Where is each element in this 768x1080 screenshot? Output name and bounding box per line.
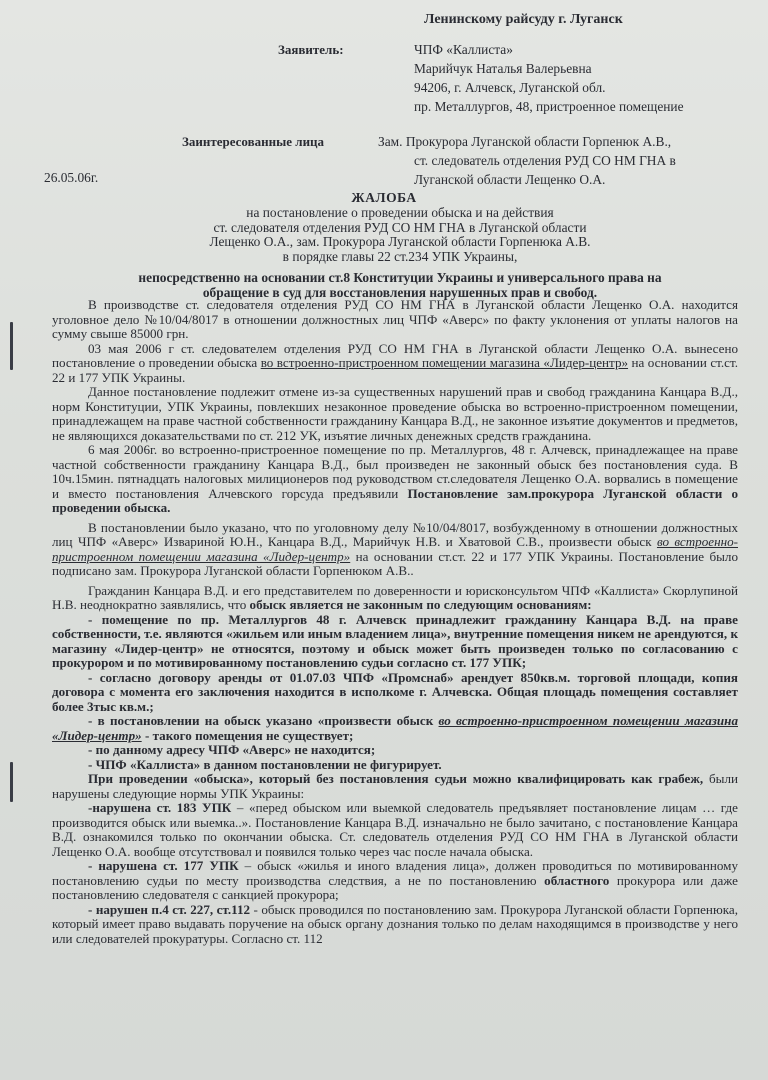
document-subtitle <box>130 206 670 264</box>
applicant-line: пр. Металлургов, 48, пристроенное помещение <box>414 99 684 114</box>
paragraph: - нарушен п.4 ст. 227, ст.112 - обыск проводился по постановлению зам. Прокурора Луганской области Горпенюка, который имеет право выдавать поручение на обыск органу дознания только по делам находящимся в производстве у него или следователей прокуратуры. Согласно ст. 112 <box>52 901 738 946</box>
paragraph: - нарушена ст. 177 УПК – обыск «жилья и иного владения лица», должен проводиться по мотивированному постановлению судьи по месту производства следствия, а не по постановлению областного прокурора или даже постановлению следователя с санкцией прокурора; <box>52 858 738 902</box>
paragraph: Данное постановление подлежит отмене из-за существенных нарушений прав и свобод гражданина Канцара В.Д., норм Конституции, УПК Украины, повлекших незаконное проведение обыска во встроенно-пристроенном помещении, принадлежащем на праве частной собственности гражданину Канцара В.Д., не законное изъятие документов и предметов, не являющихся доказательствами по ст. 212 УК, изъятие личных денежных средств гражданина. <box>52 384 738 443</box>
interested-line: Зам. Прокурора Луганской области Горпенюк А.В., <box>378 134 672 149</box>
paragraph: - по данному адресу ЧПФ «Аверс» не находится; <box>88 742 376 757</box>
interested-block <box>378 132 676 189</box>
paragraph: Гражданин Канцара В.Д. и его представителем по доверенности и юрисконсультом ЧПФ «Каллиста» Скорлупиной Н.В. неоднократно заявлялись, что обыск является не законным по следующим основаниям: <box>52 582 738 612</box>
subtitle-line: на постановление о проведении обыска и на действия <box>246 205 554 220</box>
interested-label: Заинтересованные лица <box>182 134 325 149</box>
interested-line: ст. следователь отделения РУД СО НМ ГНА в <box>414 153 676 168</box>
basis-line: обращение в суд для восстановления нарушенных прав и свобод. <box>202 285 598 300</box>
paragraph: - согласно договору аренды от 01.07.03 ЧПФ «Промснаб» арендует 850кв.м. торговой площади, копия договора с момента его заключения находится в исполкоме г. Алчевска. Общая площадь помещения составляет более 3тыс кв.м.; <box>52 669 738 714</box>
paragraph: 6 мая 2006г. во встроенно-пристроенное помещение по пр. Металлургов, 48 г. Алчевск, принадлежащее на праве частной собственности гражданину Канцара В.Д., был произведен не законный обыск без постановления суда. В 10ч.15мин. пятнадцать налоговых милиционеров под руководством ст.следователя Лещенко О.А. ворвались в помещение и вместо постановления Алчевского горсуда предъявили Постановление зам.прокурора Луганской области о проведении обыска. <box>52 442 739 515</box>
paragraph: - помещение по пр. Металлургов 48 г. Алчевск принадлежит гражданину Канцара В.Д. на праве собственности, т.е. являются «жильем или иным владением лица», внутренние помещения никем не арендуются, к магазину «Лидер-центр» не относятся, поэтому и обыск может быть произведен только по согласованию с прокурором и по мотивированному постановлению судьи согласно ст. 177 УПК; <box>52 611 738 670</box>
applicant-line: Марийчук Наталья Валерьевна <box>414 61 592 76</box>
margin-mark <box>10 762 13 802</box>
paragraph: - ЧПФ «Каллиста» в данном постановлении не фигурирует. <box>88 756 442 772</box>
paragraph: В постановлении было указано, что по уголовному делу №10/04/8017, возбужденному в отношении должностных лиц ЧПФ «Аверс» Извариной Ю.Н., Канцара В.Д., Марийчук Н.В. и Хватовой С.В., произвести обыск во встроенно-пристроенном помещении магазина «Лидер-центр» на основании ст.ст. 22 и 177 УПК Украины. Постановление было подписано зам. Прокурора Луганской области Горпенюком А.В.. <box>52 519 738 578</box>
addressee: Ленинскому райсуду г. Луганск <box>424 12 623 27</box>
document-body <box>52 298 738 946</box>
legal-basis <box>70 270 730 300</box>
paragraph: 03 мая 2006 г ст. следователем отделения РУД СО НМ ГНА в Луганской области Лещенко О.А. вынесено постановление о проведении обыска во встроенно-пристроенном помещении магазина «Лидер-центр» на основании ст.ст. 22 и 177 УПК Украины. <box>52 340 739 385</box>
subtitle-line: ст. следователя отделения РУД СО НМ ГНА в Луганской области <box>213 219 587 235</box>
margin-mark <box>10 322 13 370</box>
applicant-block <box>414 40 684 116</box>
document-title: ЖАЛОБА <box>351 190 417 205</box>
applicant-line: ЧПФ «Каллиста» <box>414 42 513 57</box>
document-date: 26.05.06г. <box>44 170 99 185</box>
applicant-line: 94206, г. Алчевск, Луганской обл. <box>414 80 606 95</box>
paragraph: В производстве ст. следователя отделения РУД СО НМ ГНА в Луганской области Лещенко О.А. находится уголовное дело №10/04/8017 в отношении должностных лиц ЧПФ «Аверс» по факту уклонения от уплаты налогов на сумму свыше 85000 грн. <box>52 297 738 341</box>
subtitle-line: Лещенко О.А., зам. Прокурора Луганской области Горпенюка А.В. <box>209 234 591 249</box>
subtitle-line: в порядке главы 22 ст.234 УПК Украины, <box>282 248 518 264</box>
applicant-label: Заявитель: <box>278 42 344 57</box>
basis-line: непосредственно на основании ст.8 Конституции Украины и универсального права на <box>138 270 662 285</box>
paragraph: - в постановлении на обыск указано «произвести обыск во встроенно-пристроенном помещении магазина «Лидер-центр» - такого помещения не существует; <box>52 713 738 743</box>
interested-line: Луганской области Лещенко О.А. <box>414 172 606 187</box>
paragraph: -нарушена ст. 183 УПК – «перед обыском или выемкой следователь предъявляет постановление лицам … где производится обыск или выемка..». Постановление Канцара В.Д. изначально не было зачитано, с постановление Канцара В.Д. ознакомился только по окончании обыска. Ст. следователь отделения РУД СО НМ ГНА в Луганской области Лещенко О.А. вообще отсутствовал и появился только через час после начала обыска. <box>52 800 738 859</box>
paragraph: При проведении «обыска», который без постановления судьи можно квалифицировать как грабеж, были нарушены следующие нормы УПК Украины: <box>52 771 738 801</box>
